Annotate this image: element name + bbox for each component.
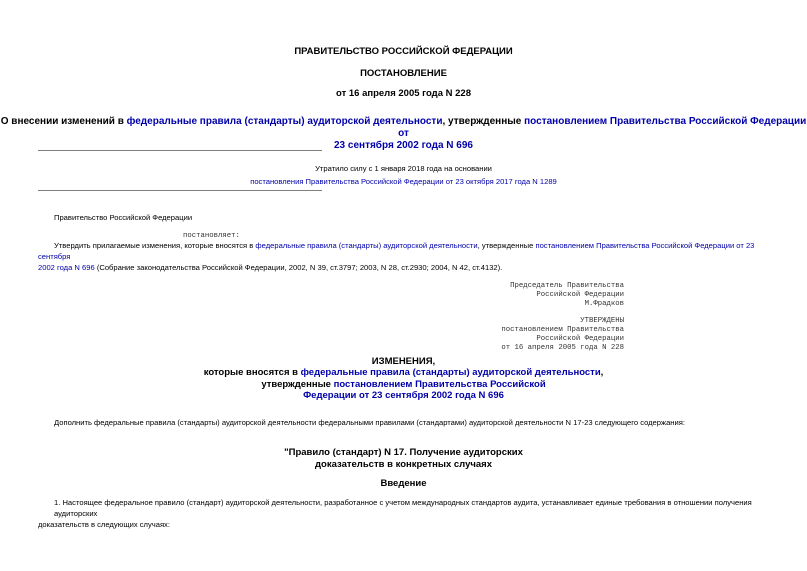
para-prefix: Утвердить прилагаемые изменения, которые вносятся в bbox=[54, 241, 256, 250]
government-name: Правительство Российской Федерации bbox=[54, 213, 193, 222]
divider-bottom bbox=[38, 190, 322, 191]
rule-title-line-1: "Правило (стандарт) N 17. Получение аудиторских bbox=[284, 447, 523, 458]
document-date: от 16 апреля 2005 года N 228 bbox=[336, 88, 471, 99]
para-link-resolution-date[interactable]: 2002 года N 696 bbox=[38, 263, 95, 272]
signature-line-2: Российской Федерации bbox=[536, 290, 624, 299]
rule-introduction: Введение bbox=[380, 478, 427, 489]
document-type: ПОСТАНОВЛЕНИЕ bbox=[360, 68, 447, 79]
para-middle: , утвержденные bbox=[477, 241, 536, 250]
signature-line-1: Председатель Правительства bbox=[510, 282, 624, 290]
approved-line-3: Российской Федерации bbox=[536, 334, 624, 343]
title-link-resolution-date[interactable]: 23 сентября 2002 года N 696 bbox=[334, 140, 473, 151]
title-middle: , утвержденные bbox=[442, 116, 525, 127]
changes-link-resolution-date[interactable]: Федерации от 23 сентября 2002 года N 696 bbox=[303, 389, 504, 401]
changes-line-3 bbox=[0, 379, 807, 390]
changes-link-rules[interactable]: федеральные правила (стандарты) аудиторской деятельности bbox=[300, 367, 601, 379]
document-title bbox=[0, 116, 807, 152]
approved-block bbox=[490, 317, 624, 353]
title-link-resolution[interactable]: постановлением Правительства Российской Федерации от bbox=[398, 116, 807, 139]
expired-text: Утратило силу с 1 января 2018 года на основании bbox=[315, 164, 492, 173]
changes-line-3-prefix: утвержденные bbox=[261, 378, 334, 390]
divider-top bbox=[38, 150, 322, 151]
changes-heading bbox=[0, 356, 807, 401]
resolution-paragraph bbox=[38, 240, 770, 273]
para-suffix: (Собрание законодательства Российской Федерации, 2002, N 39, ст.3797; 2003, N 28, ст.2930; 2004, N 42, ст.4132). bbox=[94, 263, 503, 272]
changes-title: ИЗМЕНЕНИЯ, bbox=[371, 356, 436, 367]
changes-line-2-suffix: , bbox=[600, 367, 604, 379]
rule-paragraph-1 bbox=[38, 497, 770, 530]
title-prefix: О внесении изменений в bbox=[0, 116, 127, 127]
changes-link-resolution[interactable]: постановлением Правительства Российской bbox=[333, 378, 546, 390]
rule-paragraph-1-line-2: доказательств в следующих случаях: bbox=[38, 520, 170, 529]
signature-line-3: М.Фрадков bbox=[584, 299, 624, 308]
para-link-rules[interactable]: федеральные правила (стандарты) аудиторской деятельности bbox=[255, 241, 478, 250]
signature-block bbox=[490, 282, 624, 309]
changes-line-2 bbox=[0, 367, 807, 378]
approved-line-4: от 16 апреля 2005 года N 228 bbox=[501, 343, 624, 352]
rule-paragraph-1-line-1: 1. Настоящее федеральное правило (стандарт) аудиторской деятельности, разработанное с учетом международных стандартов аудита, устанавливает единые требования в отношении получения аудиторских bbox=[54, 498, 752, 518]
expired-notice bbox=[0, 164, 807, 184]
resolves-word: постановляет: bbox=[183, 232, 240, 240]
government-heading: ПРАВИТЕЛЬСТВО РОССИЙСКОЙ ФЕДЕРАЦИИ bbox=[294, 46, 513, 57]
expired-link[interactable]: постановления Правительства Российской Федерации от 23 октября 2017 года N 1289 bbox=[250, 177, 557, 186]
supplement-paragraph: Дополнить федеральные правила (стандарты) аудиторской деятельности федеральными правилами (стандартами) аудиторской деятельности N 17-23 следующего содержания: bbox=[54, 418, 685, 427]
approved-line-1: УТВЕРЖДЕНЫ bbox=[580, 317, 624, 325]
rule-title-line-2: доказательств в конкретных случаях bbox=[315, 458, 492, 470]
changes-line-4 bbox=[0, 390, 807, 401]
para-link-resolution[interactable]: постановлением Правительства Российской Федерации от 23 сентября bbox=[38, 241, 755, 261]
approved-line-2: постановлением Правительства bbox=[501, 325, 624, 334]
rule-title bbox=[0, 447, 807, 470]
title-link-rules[interactable]: федеральные правила (стандарты) аудиторской деятельности bbox=[126, 116, 443, 127]
changes-line-2-prefix: которые вносятся в bbox=[203, 367, 301, 379]
